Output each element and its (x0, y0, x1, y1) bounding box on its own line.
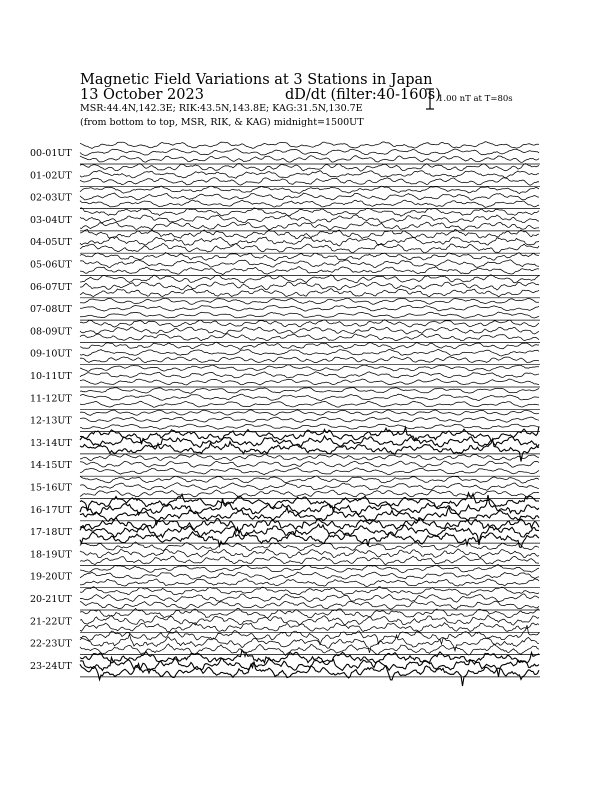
hour-label: 18-19UT (30, 549, 72, 561)
trace-msr (80, 454, 539, 461)
trace-kag (80, 556, 539, 565)
trace-msr (80, 365, 539, 371)
trace-rik (80, 215, 539, 223)
trace-kag (80, 178, 539, 186)
trace-msr (80, 476, 539, 483)
trace-kag (80, 623, 539, 632)
hour-label: 11-12UT (30, 393, 72, 405)
trace-rik (80, 572, 539, 580)
hour-label: 09-10UT (30, 348, 72, 360)
trace-msr (80, 320, 539, 327)
trace-rik (80, 461, 539, 467)
hour-label: 12-13UT (30, 415, 72, 427)
hour-label: 02-03UT (30, 192, 72, 204)
trace-rik (80, 394, 539, 401)
trace-kag (80, 379, 539, 385)
trace-kag (80, 289, 539, 297)
trace-kag (80, 601, 539, 609)
trace-msr (80, 142, 539, 149)
trace-kag (80, 200, 539, 207)
trace-rik (80, 171, 539, 179)
trace-kag (80, 468, 539, 475)
trace-rik (80, 417, 539, 422)
hour-label: 14-15UT (30, 460, 72, 472)
chart-title: Magnetic Field Variations at 3 Stations in Japan (80, 72, 433, 88)
trace-rik (80, 282, 539, 290)
trace-rik (80, 149, 539, 156)
chart-date: 13 October 2023 (80, 87, 204, 103)
scale-bar (426, 89, 434, 109)
hour-label: 06-07UT (30, 281, 72, 293)
trace-rik (80, 327, 539, 334)
trace-msr (80, 342, 539, 349)
chart-quantity: dD/dt (filter:40-160s) (285, 87, 441, 103)
trace-msr (80, 253, 539, 261)
hour-label: 22-23UT (30, 638, 72, 650)
hour-label: 08-09UT (30, 326, 72, 338)
hour-label: 05-06UT (30, 259, 72, 271)
hour-label: 23-24UT (30, 660, 72, 672)
trace-rik (80, 260, 539, 268)
trace-msr (80, 565, 539, 573)
trace-rik (80, 349, 539, 356)
trace-kag (80, 334, 539, 341)
trace-rik (80, 615, 539, 625)
trace-rik (80, 594, 539, 602)
hour-label: 03-04UT (30, 214, 72, 226)
hour-label: 21-22UT (30, 616, 72, 628)
station-order-note: (from bottom to top, MSR, RIK, & KAG) midnight=1500UT (80, 117, 364, 128)
station-coordinates: MSR:44.4N,142.3E; RIK:43.5N,143.8E; KAG:31.5N,130.7E (80, 103, 363, 114)
trace-rik (80, 372, 539, 378)
trace-kag (80, 156, 539, 163)
scale-bar-label: 1.00 nT at T=80s (438, 94, 513, 104)
hour-label: 01-02UT (30, 170, 72, 182)
hour-label: 07-08UT (30, 304, 72, 316)
hour-label: 20-21UT (30, 594, 72, 605)
hour-label: 17-18UT (30, 527, 72, 539)
trace-kag (80, 244, 539, 254)
hour-label: 15-16UT (30, 482, 72, 494)
trace-msr (80, 186, 539, 194)
trace-msr (80, 650, 539, 664)
trace-kag (80, 222, 539, 230)
trace-msr (80, 164, 539, 172)
hour-label: 13-14UT (30, 437, 72, 449)
trace-msr (80, 426, 539, 444)
hour-label: 00-01UT (30, 148, 72, 159)
trace-msr (80, 410, 539, 415)
trace-kag (80, 312, 539, 318)
trace-kag (80, 579, 539, 587)
trace-rik (80, 634, 539, 653)
trace-rik (80, 524, 539, 545)
trace-msr (80, 298, 539, 304)
trace-kag (80, 424, 539, 429)
hour-label: 04-05UT (30, 237, 72, 249)
trace-rik (80, 193, 539, 200)
trace-kag (80, 357, 539, 363)
trace-msr (80, 387, 539, 393)
trace-rik (80, 305, 539, 311)
trace-kag (80, 532, 539, 548)
trace-msr (80, 208, 539, 216)
trace-rik (80, 483, 539, 491)
trace-rik (80, 549, 539, 558)
hour-label: 16-17UT (30, 504, 72, 516)
trace-kag (80, 401, 539, 407)
trace-kag (80, 267, 539, 275)
trace-msr (80, 275, 539, 283)
hour-label: 19-20UT (30, 571, 72, 583)
hour-label: 10-11UT (30, 371, 72, 382)
